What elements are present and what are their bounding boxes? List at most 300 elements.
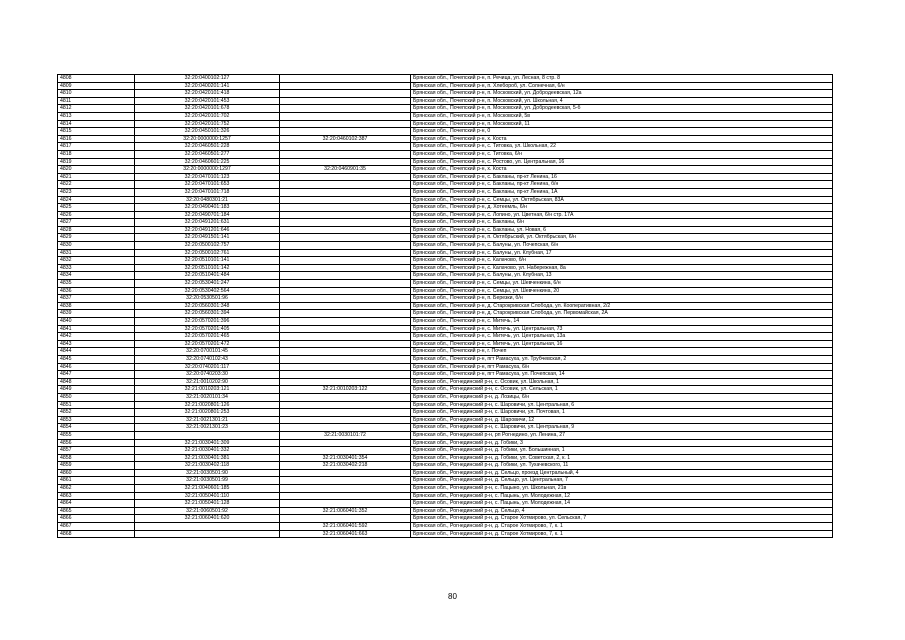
linked-cadastral-cell: 32:21:0010203:122 xyxy=(280,386,411,394)
address-cell: Брянская обл., Рогнединский р-н, с. Шаровичи, ул. Почтовая, 1 xyxy=(411,409,833,417)
row-number-cell: 4853 xyxy=(58,416,135,424)
linked-cadastral-cell: 32:21:0060401:352 xyxy=(280,507,411,515)
address-cell: Брянская обл., Рогнединский р-н, д. Гобики, ул. Советская, 2, к. 1 xyxy=(411,454,833,462)
table-row xyxy=(58,515,833,523)
register-table-body xyxy=(58,75,833,538)
address-cell: Брянская обл., Почепский р-н, п. Хлебороб, ул. Солнечная, 6/н xyxy=(411,82,833,90)
linked-cadastral-cell xyxy=(280,219,411,227)
cadastral-number-cell: 32:21:0060501:92 xyxy=(135,507,280,515)
table-row xyxy=(58,424,833,432)
cadastral-number-cell: 32:21:0030501:99 xyxy=(135,477,280,485)
cadastral-number-cell: 32:20:0510101:141 xyxy=(135,257,280,265)
linked-cadastral-cell xyxy=(280,325,411,333)
address-cell: Брянская обл., Рогнединский р-н, рп Рогнедино, ул. Ленина, 27 xyxy=(411,431,833,439)
cadastral-number-cell: 32:21:0060401:620 xyxy=(135,515,280,523)
row-number-cell: 4833 xyxy=(58,264,135,272)
row-number-cell: 4821 xyxy=(58,173,135,181)
cadastral-number-cell: 32:20:0740203:30 xyxy=(135,371,280,379)
register-table xyxy=(57,74,833,538)
linked-cadastral-cell xyxy=(280,158,411,166)
cadastral-number-cell: 32:20:0740201:117 xyxy=(135,363,280,371)
table-row xyxy=(58,363,833,371)
address-cell: Брянская обл., Рогнединский р-н, с. Шаровичи, ул. Центральная, 9 xyxy=(411,424,833,432)
row-number-cell: 4840 xyxy=(58,318,135,326)
table-row xyxy=(58,90,833,98)
table-row xyxy=(58,447,833,455)
row-number-cell: 4816 xyxy=(58,135,135,143)
address-cell: Брянская обл., Почепский р-н, с. Балуны, ул. Клубная, 13 xyxy=(411,272,833,280)
cadastral-number-cell: 32:21:0010202:90 xyxy=(135,378,280,386)
linked-cadastral-cell xyxy=(280,257,411,265)
linked-cadastral-cell xyxy=(280,500,411,508)
address-cell: Брянская обл., Почепский р-н, п. Московский, 5в xyxy=(411,112,833,120)
table-row xyxy=(58,454,833,462)
table-row xyxy=(58,500,833,508)
cadastral-number-cell: 32:21:0020801:126 xyxy=(135,401,280,409)
address-cell: Брянская обл., Почепский р-н, с. Семцы, ул. Октябрьская, 83А xyxy=(411,196,833,204)
address-cell: Брянская обл., Почепский р-н, с. Бакланы, пр-кт Ленина, 16 xyxy=(411,173,833,181)
linked-cadastral-cell xyxy=(280,90,411,98)
row-number-cell: 4860 xyxy=(58,469,135,477)
cadastral-number-cell: 32:20:0740102:43 xyxy=(135,355,280,363)
row-number-cell: 4839 xyxy=(58,310,135,318)
row-number-cell: 4834 xyxy=(58,272,135,280)
row-number-cell: 4811 xyxy=(58,97,135,105)
linked-cadastral-cell: 32:21:0030101:72 xyxy=(280,431,411,439)
linked-cadastral-cell xyxy=(280,150,411,158)
table-row xyxy=(58,150,833,158)
table-row xyxy=(58,393,833,401)
page-number: 80 xyxy=(448,592,457,601)
row-number-cell: 4868 xyxy=(58,530,135,538)
table-row xyxy=(58,226,833,234)
cadastral-number-cell: 32:20:0460501:228 xyxy=(135,143,280,151)
linked-cadastral-cell xyxy=(280,355,411,363)
row-number-cell: 4813 xyxy=(58,112,135,120)
cadastral-number-cell: 32:20:0570201:396 xyxy=(135,318,280,326)
cadastral-number-cell: 32:20:0560301:348 xyxy=(135,302,280,310)
cadastral-number-cell: 32:20:0460601:225 xyxy=(135,158,280,166)
table-row xyxy=(58,112,833,120)
table-row xyxy=(58,287,833,295)
linked-cadastral-cell xyxy=(280,424,411,432)
cadastral-number-cell: 32:20:0470101:653 xyxy=(135,181,280,189)
row-number-cell: 4866 xyxy=(58,515,135,523)
cadastral-number-cell: 32:21:0040601:185 xyxy=(135,485,280,493)
table-row xyxy=(58,272,833,280)
linked-cadastral-cell xyxy=(280,181,411,189)
address-cell: Брянская обл., Почепский р-н, с. Бакланы, 6/н xyxy=(411,219,833,227)
address-cell: Брянская обл., Почепский р-н, с. Бакланы, пр-кт Ленина, 1А xyxy=(411,188,833,196)
row-number-cell: 4808 xyxy=(58,75,135,83)
linked-cadastral-cell xyxy=(280,310,411,318)
table-row xyxy=(58,409,833,417)
address-cell: Брянская обл., Почепский р-н, г. Почеп xyxy=(411,348,833,356)
linked-cadastral-cell xyxy=(280,378,411,386)
address-cell: Брянская обл., Почепский р-н, 0 xyxy=(411,128,833,136)
cadastral-number-cell: 32:20:0491501:141 xyxy=(135,234,280,242)
cadastral-number-cell: 32:20:0530402:564 xyxy=(135,287,280,295)
cadastral-number-cell: 32:20:0700101:45 xyxy=(135,348,280,356)
address-cell: Брянская обл., Рогнединский р-н, д. Сельцо, 4 xyxy=(411,507,833,515)
row-number-cell: 4865 xyxy=(58,507,135,515)
linked-cadastral-cell xyxy=(280,333,411,341)
cadastral-number-cell: 32:20:0510401:484 xyxy=(135,272,280,280)
address-cell: Брянская обл., Рогнединский р-н, д. Старое Хотмирово, ул. Сельская, 7 xyxy=(411,515,833,523)
cadastral-number-cell: 32:20:0470101:718 xyxy=(135,188,280,196)
address-cell: Брянская обл., Почепский р-н, с. Балуны, ул. Почепская, 6/н xyxy=(411,242,833,250)
row-number-cell: 4837 xyxy=(58,295,135,303)
row-number-cell: 4815 xyxy=(58,128,135,136)
linked-cadastral-cell xyxy=(280,234,411,242)
row-number-cell: 4862 xyxy=(58,485,135,493)
linked-cadastral-cell xyxy=(280,409,411,417)
row-number-cell: 4828 xyxy=(58,226,135,234)
row-number-cell: 4832 xyxy=(58,257,135,265)
table-row xyxy=(58,264,833,272)
address-cell: Брянская обл., Почепский р-н, х. Коста xyxy=(411,135,833,143)
address-cell: Брянская обл., Рогнединский р-н, с. Пацынь, ул. Молодежная, 12 xyxy=(411,492,833,500)
address-cell: Брянская обл., Почепский р-н, п. Речица, ул. Лесная, 8 стр. 8 xyxy=(411,75,833,83)
linked-cadastral-cell xyxy=(280,112,411,120)
table-row xyxy=(58,173,833,181)
cadastral-number-cell: 32:20:0491201:646 xyxy=(135,226,280,234)
address-cell: Брянская обл., Рогнединский р-н, д. Гобики, ул. Большинная, 1 xyxy=(411,447,833,455)
linked-cadastral-cell xyxy=(280,348,411,356)
row-number-cell: 4827 xyxy=(58,219,135,227)
table-row xyxy=(58,310,833,318)
cadastral-number-cell: 32:20:0570201:472 xyxy=(135,340,280,348)
cadastral-number-cell: 32:20:0530501:96 xyxy=(135,295,280,303)
address-cell: Брянская обл., Почепский р-н, с. Лопино, ул. Цветная, 6/н стр. 17А xyxy=(411,211,833,219)
address-cell: Брянская обл., Почепский р-н, д. Старокривская Слобода, ул. Кооперативная, 2/2 xyxy=(411,302,833,310)
row-number-cell: 4852 xyxy=(58,409,135,417)
table-row xyxy=(58,355,833,363)
row-number-cell: 4843 xyxy=(58,340,135,348)
address-cell: Брянская обл., Рогнединский р-н, д. Сельцо, ул. Центральная, 7 xyxy=(411,477,833,485)
address-cell: Брянская обл., Почепский р-н, с. Титовка, ул. Школьная, 22 xyxy=(411,143,833,151)
linked-cadastral-cell: 32:21:0030401:354 xyxy=(280,454,411,462)
row-number-cell: 4835 xyxy=(58,280,135,288)
address-cell: Брянская обл., Рогнединский р-н, д. Сельцо, проезд Центральный, 4 xyxy=(411,469,833,477)
row-number-cell: 4844 xyxy=(58,348,135,356)
table-row xyxy=(58,82,833,90)
linked-cadastral-cell xyxy=(280,401,411,409)
table-row xyxy=(58,196,833,204)
address-cell: Брянская обл., Почепский р-н, с. Титовка, 6/н xyxy=(411,150,833,158)
address-cell: Брянская обл., Почепский р-н, п. Московский, ул. Школьная, 4 xyxy=(411,97,833,105)
row-number-cell: 4825 xyxy=(58,204,135,212)
cadastral-number-cell: 32:20:0400102:127 xyxy=(135,75,280,83)
linked-cadastral-cell xyxy=(280,173,411,181)
linked-cadastral-cell xyxy=(280,242,411,250)
cadastral-number-cell: 32:21:0030402:118 xyxy=(135,462,280,470)
table-row xyxy=(58,439,833,447)
linked-cadastral-cell xyxy=(280,439,411,447)
table-row xyxy=(58,469,833,477)
row-number-cell: 4848 xyxy=(58,378,135,386)
row-number-cell: 4831 xyxy=(58,249,135,257)
linked-cadastral-cell xyxy=(280,363,411,371)
address-cell: Брянская обл., Почепский р-н, с. Семцы, ул. Шевченкина, 6/н xyxy=(411,280,833,288)
cadastral-number-cell: 32:20:0490401:183 xyxy=(135,204,280,212)
cadastral-number-cell: 32:20:0570201:465 xyxy=(135,333,280,341)
address-cell: Брянская обл., Почепский р-н, с. Калачово, ул. Набережная, 8а xyxy=(411,264,833,272)
table-row xyxy=(58,302,833,310)
address-cell: Брянская обл., Рогнединский р-н, д. Лозицы, 6/н xyxy=(411,393,833,401)
linked-cadastral-cell: 32:20:0460901:35 xyxy=(280,166,411,174)
linked-cadastral-cell xyxy=(280,477,411,485)
address-cell: Брянская обл., Почепский р-н, с. Ростово, ул. Центральная, 16 xyxy=(411,158,833,166)
table-row xyxy=(58,318,833,326)
table-row xyxy=(58,325,833,333)
row-number-cell: 4814 xyxy=(58,120,135,128)
table-row xyxy=(58,128,833,136)
table-row xyxy=(58,234,833,242)
table-row xyxy=(58,249,833,257)
linked-cadastral-cell: 32:20:0460102:387 xyxy=(280,135,411,143)
row-number-cell: 4820 xyxy=(58,166,135,174)
table-row xyxy=(58,492,833,500)
cadastral-number-cell: 32:20:0420101:418 xyxy=(135,90,280,98)
cadastral-number-cell: 32:20:0000000:1297 xyxy=(135,166,280,174)
address-cell: Брянская обл., Почепский р-н, с. Бакланы, пр-кт Ленина, б/н xyxy=(411,181,833,189)
address-cell: Брянская обл., Почепский р-н, с. Балуны, ул. Клубная, 17 xyxy=(411,249,833,257)
row-number-cell: 4841 xyxy=(58,325,135,333)
linked-cadastral-cell xyxy=(280,515,411,523)
address-cell: Брянская обл., Почепский р-н, д. Хотеемль, 6/н xyxy=(411,204,833,212)
row-number-cell: 4857 xyxy=(58,447,135,455)
linked-cadastral-cell xyxy=(280,393,411,401)
cadastral-number-cell: 32:20:0491201:631 xyxy=(135,219,280,227)
row-number-cell: 4858 xyxy=(58,454,135,462)
table-row xyxy=(58,431,833,439)
cadastral-number-cell: 32:20:0420101:702 xyxy=(135,112,280,120)
linked-cadastral-cell xyxy=(280,249,411,257)
linked-cadastral-cell xyxy=(280,447,411,455)
linked-cadastral-cell xyxy=(280,287,411,295)
address-cell: Брянская обл., Почепский р-н, с. Митечь, ул. Центральная, 13а xyxy=(411,333,833,341)
linked-cadastral-cell xyxy=(280,416,411,424)
table-row xyxy=(58,401,833,409)
row-number-cell: 4845 xyxy=(58,355,135,363)
cadastral-number-cell: 32:21:0030501:90 xyxy=(135,469,280,477)
table-row xyxy=(58,204,833,212)
address-cell: Брянская обл., Почепский р-н, пгт Рамасуха, 6/н xyxy=(411,363,833,371)
address-cell: Брянская обл., Рогнединский р-н, с. Пацыно, ул. Школьная, 21в xyxy=(411,485,833,493)
cadastral-number-cell: 32:20:0500102:761 xyxy=(135,249,280,257)
row-number-cell: 4838 xyxy=(58,302,135,310)
table-row xyxy=(58,378,833,386)
address-cell: Брянская обл., Почепский р-н, с. Калачово, б/н xyxy=(411,257,833,265)
row-number-cell: 4830 xyxy=(58,242,135,250)
linked-cadastral-cell xyxy=(280,204,411,212)
cadastral-number-cell: 32:20:0570201:405 xyxy=(135,325,280,333)
row-number-cell: 4819 xyxy=(58,158,135,166)
row-number-cell: 4836 xyxy=(58,287,135,295)
address-cell: Брянская обл., Почепский р-н, с. Митечь, ул. Центральная, 73 xyxy=(411,325,833,333)
row-number-cell: 4823 xyxy=(58,188,135,196)
cadastral-number-cell xyxy=(135,523,280,531)
cadastral-number-cell xyxy=(135,431,280,439)
table-row xyxy=(58,97,833,105)
table-row xyxy=(58,348,833,356)
row-number-cell: 4847 xyxy=(58,371,135,379)
row-number-cell: 4849 xyxy=(58,386,135,394)
table-row xyxy=(58,120,833,128)
linked-cadastral-cell xyxy=(280,469,411,477)
row-number-cell: 4822 xyxy=(58,181,135,189)
linked-cadastral-cell xyxy=(280,492,411,500)
table-row xyxy=(58,257,833,265)
linked-cadastral-cell xyxy=(280,295,411,303)
cadastral-number-cell: 32:20:0420101:752 xyxy=(135,120,280,128)
table-row xyxy=(58,181,833,189)
cadastral-number-cell: 32:21:0020801:253 xyxy=(135,409,280,417)
address-cell: Брянская обл., Почепский р-н, д. Старокривская Слобода, ул. Первомайская, 2А xyxy=(411,310,833,318)
cadastral-number-cell: 32:21:0030401:332 xyxy=(135,447,280,455)
table-row xyxy=(58,219,833,227)
table-row xyxy=(58,280,833,288)
linked-cadastral-cell xyxy=(280,120,411,128)
row-number-cell: 4809 xyxy=(58,82,135,90)
address-cell: Брянская обл., Рогнединский р-н, с. Пацынь, ул. Молодежная, 14 xyxy=(411,500,833,508)
table-row xyxy=(58,188,833,196)
table-row xyxy=(58,462,833,470)
linked-cadastral-cell: 32:21:0060401:663 xyxy=(280,530,411,538)
address-cell: Брянская обл., Почепский р-н, п. Березки, б/н xyxy=(411,295,833,303)
row-number-cell: 4859 xyxy=(58,462,135,470)
address-cell: Брянская обл., Почепский р-н, п. Московский, ул. Добродеевская, 12а xyxy=(411,90,833,98)
linked-cadastral-cell xyxy=(280,280,411,288)
address-cell: Брянская обл., Рогнединский р-н, с. Шаровичи, ул. Центральная, 6 xyxy=(411,401,833,409)
linked-cadastral-cell xyxy=(280,226,411,234)
cadastral-number-cell: 32:20:0530401:247 xyxy=(135,280,280,288)
row-number-cell: 4861 xyxy=(58,477,135,485)
cadastral-number-cell xyxy=(135,530,280,538)
linked-cadastral-cell xyxy=(280,75,411,83)
linked-cadastral-cell xyxy=(280,196,411,204)
linked-cadastral-cell xyxy=(280,272,411,280)
address-cell: Брянская обл., Почепский р-н, пгт Рамасуха, ул. Почепская, 14 xyxy=(411,371,833,379)
linked-cadastral-cell xyxy=(280,97,411,105)
address-cell: Брянская обл., Рогнединский р-н, д. Старое Хотмирово, 7, к. 1 xyxy=(411,523,833,531)
address-cell: Брянская обл., Почепский р-н, п. Октябрьский, ул. Октябрьская, 6/н xyxy=(411,234,833,242)
address-cell: Брянская обл., Рогнединский р-н, д. Шаровичи, 12 xyxy=(411,416,833,424)
linked-cadastral-cell xyxy=(280,128,411,136)
row-number-cell: 4855 xyxy=(58,431,135,439)
row-number-cell: 4854 xyxy=(58,424,135,432)
cadastral-number-cell: 32:20:0490701:184 xyxy=(135,211,280,219)
address-cell: Брянская обл., Рогнединский р-н, д. Старое Хотмирово, 7, к. 1 xyxy=(411,530,833,538)
linked-cadastral-cell: 32:21:0030402:218 xyxy=(280,462,411,470)
cadastral-number-cell: 32:20:0470101:123 xyxy=(135,173,280,181)
linked-cadastral-cell xyxy=(280,188,411,196)
cadastral-number-cell: 32:20:0420101:453 xyxy=(135,97,280,105)
linked-cadastral-cell xyxy=(280,105,411,113)
table-row xyxy=(58,211,833,219)
cadastral-number-cell: 32:21:0021301:21 xyxy=(135,416,280,424)
table-row xyxy=(58,530,833,538)
row-number-cell: 4846 xyxy=(58,363,135,371)
cadastral-number-cell: 32:21:0030401:309 xyxy=(135,439,280,447)
cadastral-number-cell: 32:20:0460501:277 xyxy=(135,150,280,158)
table-row xyxy=(58,371,833,379)
row-number-cell: 4850 xyxy=(58,393,135,401)
table-row xyxy=(58,166,833,174)
table-row xyxy=(58,75,833,83)
address-cell: Брянская обл., Почепский р-н, х. Коста xyxy=(411,166,833,174)
table-row xyxy=(58,523,833,531)
cadastral-number-cell: 32:21:0050401:110 xyxy=(135,492,280,500)
row-number-cell: 4842 xyxy=(58,333,135,341)
row-number-cell: 4867 xyxy=(58,523,135,531)
cadastral-number-cell: 32:21:0020101:34 xyxy=(135,393,280,401)
table-row xyxy=(58,105,833,113)
address-cell: Брянская обл., Рогнединский р-н, с. Осовик, ул. Школьная, 1 xyxy=(411,378,833,386)
linked-cadastral-cell xyxy=(280,82,411,90)
cadastral-number-cell: 32:20:0510101:142 xyxy=(135,264,280,272)
address-cell: Брянская обл., Почепский р-н, п. Московский, ул. Добродеевская, 5-б xyxy=(411,105,833,113)
row-number-cell: 4818 xyxy=(58,150,135,158)
cadastral-number-cell: 32:21:0030401:381 xyxy=(135,454,280,462)
cadastral-number-cell: 32:20:0420101:678 xyxy=(135,105,280,113)
address-cell: Брянская обл., Почепский р-н, п. Московский, 11 xyxy=(411,120,833,128)
table-row xyxy=(58,485,833,493)
linked-cadastral-cell xyxy=(280,485,411,493)
table-row xyxy=(58,242,833,250)
cadastral-number-cell: 32:21:0021301:23 xyxy=(135,424,280,432)
cadastral-number-cell: 32:21:0010203:121 xyxy=(135,386,280,394)
table-row xyxy=(58,333,833,341)
address-cell: Брянская обл., Рогнединский р-н, с. Осовик, ул. Сельская, 1 xyxy=(411,386,833,394)
cadastral-number-cell: 32:20:0450101:326 xyxy=(135,128,280,136)
linked-cadastral-cell: 32:21:0060401:592 xyxy=(280,523,411,531)
cadastral-number-cell: 32:20:0480301:21 xyxy=(135,196,280,204)
row-number-cell: 4856 xyxy=(58,439,135,447)
table-row xyxy=(58,135,833,143)
linked-cadastral-cell xyxy=(280,211,411,219)
row-number-cell: 4817 xyxy=(58,143,135,151)
row-number-cell: 4851 xyxy=(58,401,135,409)
linked-cadastral-cell xyxy=(280,318,411,326)
row-number-cell: 4829 xyxy=(58,234,135,242)
table-row xyxy=(58,416,833,424)
cadastral-number-cell: 32:20:0400201:141 xyxy=(135,82,280,90)
address-cell: Брянская обл., Почепский р-н, с. Семцы, ул. Шевченкина, 20 xyxy=(411,287,833,295)
address-cell: Брянская обл., Почепский р-н, пгт Рамасуха, ул. Трубчевская, 2 xyxy=(411,355,833,363)
row-number-cell: 4824 xyxy=(58,196,135,204)
linked-cadastral-cell xyxy=(280,302,411,310)
row-number-cell: 4864 xyxy=(58,500,135,508)
table-row xyxy=(58,477,833,485)
address-cell: Брянская обл., Почепский р-н, с. Митечь, ул. Центральная, 16 xyxy=(411,340,833,348)
table-row xyxy=(58,143,833,151)
cadastral-number-cell: 32:20:0560301:394 xyxy=(135,310,280,318)
table-row xyxy=(58,158,833,166)
address-cell: Брянская обл., Почепский р-н, с. Бакланы, ул. Новая, 6 xyxy=(411,226,833,234)
table-row xyxy=(58,507,833,515)
linked-cadastral-cell xyxy=(280,143,411,151)
linked-cadastral-cell xyxy=(280,340,411,348)
linked-cadastral-cell xyxy=(280,264,411,272)
cadastral-number-cell: 32:20:0500102:757 xyxy=(135,242,280,250)
table-row xyxy=(58,340,833,348)
address-cell: Брянская обл., Рогнединский р-н, д. Гобики, ул. Тухачевского, 11 xyxy=(411,462,833,470)
row-number-cell: 4826 xyxy=(58,211,135,219)
row-number-cell: 4812 xyxy=(58,105,135,113)
cadastral-number-cell: 32:21:0050401:128 xyxy=(135,500,280,508)
